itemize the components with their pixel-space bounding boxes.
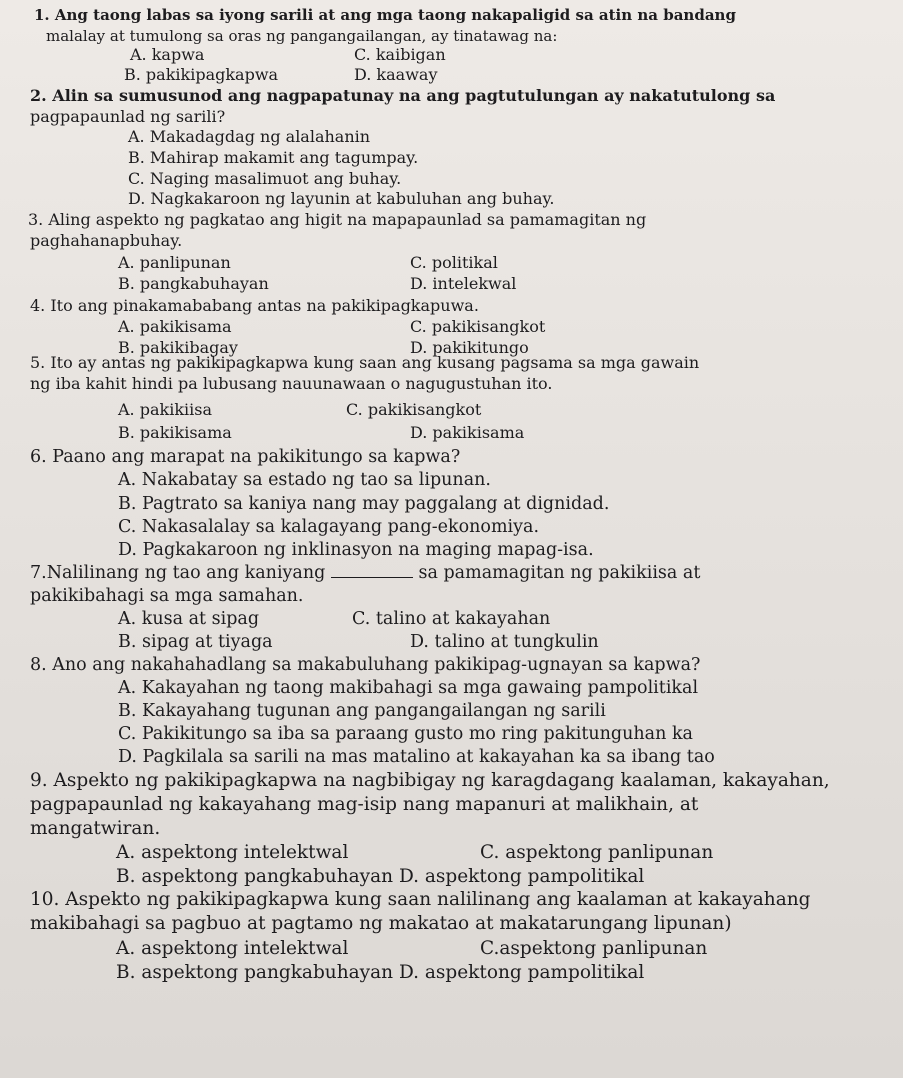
question-8-option-b[interactable]: B. Kakayahang tugunan ang pangangailangan ng sarili <box>118 701 606 721</box>
question-2-option-b[interactable]: B. Mahirap makamit ang tagumpay. <box>128 148 419 167</box>
question-7-stem-part-1: 7.Nalilinang ng tao ang kaniyang <box>30 563 326 583</box>
question-5-option-c[interactable]: C. pakikisangkot <box>346 400 482 419</box>
question-10-stem-line-2: makibahagi sa pagbuo at pagtamo ng makatao at makatarungang lipunan) <box>30 913 732 934</box>
question-9-stem-line-3: mangatwiran. <box>30 818 161 839</box>
question-4-option-c[interactable]: C. pakikisangkot <box>410 317 546 336</box>
question-7-option-b[interactable]: B. sipag at tiyaga <box>118 632 273 652</box>
question-9-stem-line-1: 9. Aspekto ng pakikipagkapwa na nagbibigay ng karagdagang kaalaman, kakayahan, <box>30 770 830 791</box>
question-6-option-b[interactable]: B. Pagtrato sa kaniya nang may paggalang at dignidad. <box>118 494 610 514</box>
question-1-option-b[interactable]: B. pakikipagkapwa <box>124 65 279 84</box>
question-6-option-d[interactable]: D. Pagkakaroon ng inklinasyon na maging mapag-isa. <box>118 540 594 560</box>
question-3-stem-line-2: paghahanapbuhay. <box>30 231 183 250</box>
question-8-stem: 8. Ano ang nakahahadlang sa makabuluhang pakikipag-ugnayan sa kapwa? <box>30 655 701 675</box>
question-6-option-c[interactable]: C. Nakasalalay sa kalagayang pang-ekonomiya. <box>118 517 540 537</box>
answer-blank[interactable] <box>331 563 413 578</box>
question-10-option-a[interactable]: A. aspektong intelektwal <box>116 938 349 959</box>
question-8-option-d[interactable]: D. Pagkilala sa sarili na mas matalino at kakayahan ka sa ibang tao <box>118 747 715 767</box>
question-7-stem-line-1 <box>30 563 700 583</box>
question-3-option-a[interactable]: A. panlipunan <box>118 253 231 272</box>
question-10-option-b-d[interactable]: B. aspektong pangkabuhayan D. aspektong pampolitikal <box>116 962 645 983</box>
question-4-option-a[interactable]: A. pakikisama <box>118 317 232 336</box>
question-5-stem-line-2: ng iba kahit hindi pa lubusang nauunawaan o nagugustuhan ito. <box>30 374 553 393</box>
question-7-option-a[interactable]: A. kusa at sipag <box>118 609 260 629</box>
question-1-option-d[interactable]: D. kaaway <box>354 65 438 84</box>
question-4-option-b[interactable]: B. pakikibagay <box>118 338 238 357</box>
question-10-stem-line-1: 10. Aspekto ng pakikipagkapwa kung saan nalilinang ang kaalaman at kakayahang <box>30 889 811 910</box>
question-2-stem-line-1: 2. Alin sa sumusunod ang nagpapatunay na ang pagtutulungan ay nakatutulong sa <box>30 86 776 105</box>
question-9-option-b-d[interactable]: B. aspektong pangkabuhayan D. aspektong pampolitikal <box>116 866 645 887</box>
question-7-stem-part-2: sa pamamagitan ng pakikiisa at <box>418 563 701 583</box>
question-3-stem-line-1: 3. Aling aspekto ng pagkatao ang higit na mapapaunlad sa pamamagitan ng <box>28 210 647 229</box>
question-5-option-a[interactable]: A. pakikiisa <box>118 400 212 419</box>
question-10-option-c[interactable]: C.aspektong panlipunan <box>480 938 708 959</box>
question-7-option-d[interactable]: D. talino at tungkulin <box>410 632 599 652</box>
question-4-stem: 4. Ito ang pinakamababang antas na pakikipagkapuwa. <box>30 296 479 315</box>
question-4-option-d[interactable]: D. pakikitungo <box>410 338 529 357</box>
question-1-option-c[interactable]: C. kaibigan <box>354 45 446 64</box>
question-2-option-c[interactable]: C. Naging masalimuot ang buhay. <box>128 169 402 188</box>
question-3-option-d[interactable]: D. intelekwal <box>410 274 517 293</box>
question-8-option-c[interactable]: C. Pakikitungo sa iba sa paraang gusto mo ring pakitunguhan ka <box>118 724 693 744</box>
question-9-option-a[interactable]: A. aspektong intelektwal <box>116 842 349 863</box>
question-1-stem-line-1: 1. Ang taong labas sa iyong sarili at ang mga taong nakapaligid sa atin na bandang <box>34 6 736 24</box>
question-1-option-a[interactable]: A. kapwa <box>130 45 205 64</box>
question-7-option-c[interactable]: C. talino at kakayahan <box>352 609 551 629</box>
question-9-stem-line-2: pagpapaunlad ng kakayahang mag-isip nang mapanuri at malikhain, at <box>30 794 699 815</box>
question-3-option-c[interactable]: C. politikal <box>410 253 498 272</box>
question-8-option-a[interactable]: A. Kakayahan ng taong makibahagi sa mga gawaing pampolitikal <box>118 678 699 698</box>
question-1-stem-line-2: malalay at tumulong sa oras ng pangangailangan, ay tinatawag na: <box>46 27 558 45</box>
question-5-stem-line-1: 5. Ito ay antas ng pakikipagkapwa kung saan ang kusang pagsama sa mga gawain <box>30 353 700 372</box>
question-5-option-b[interactable]: B. pakikisama <box>118 423 232 442</box>
question-2-stem-line-2: pagpapaunlad ng sarili? <box>30 107 226 126</box>
question-2-option-a[interactable]: A. Makadagdag ng alalahanin <box>128 127 371 146</box>
question-7-stem-line-2: pakikibahagi sa mga samahan. <box>30 586 304 606</box>
question-9-option-c[interactable]: C. aspektong panlipunan <box>480 842 714 863</box>
question-3-option-b[interactable]: B. pangkabuhayan <box>118 274 269 293</box>
question-5-option-d[interactable]: D. pakikisama <box>410 423 525 442</box>
question-6-stem: 6. Paano ang marapat na pakikitungo sa kapwa? <box>30 447 461 467</box>
question-2-option-d[interactable]: D. Nagkakaroon ng layunin at kabuluhan ang buhay. <box>128 189 555 208</box>
question-6-option-a[interactable]: A. Nakabatay sa estado ng tao sa lipunan. <box>118 470 491 490</box>
